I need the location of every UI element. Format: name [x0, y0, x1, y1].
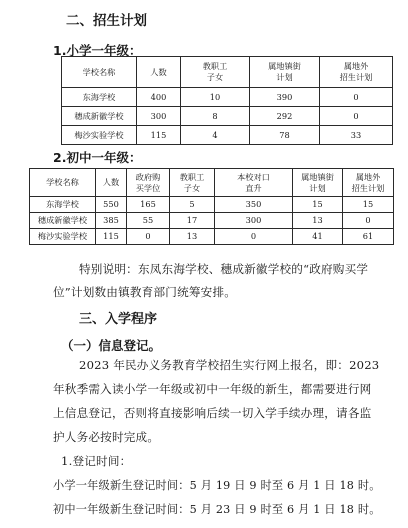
table-row [62, 88, 393, 107]
table-cell: 115 [137, 126, 181, 145]
middle-enrollment-table [29, 168, 394, 245]
table-cell: 0 [343, 213, 394, 229]
table-cell: 78 [250, 126, 320, 145]
table-cell: 61 [343, 229, 394, 245]
primary-grade-heading: 1.小学一年级： [53, 43, 142, 58]
table-header-cell: 人数 [137, 57, 181, 88]
table-header-cell: 属地镇街 计划 [250, 57, 320, 88]
table-header-cell: 本校对口 直升 [215, 169, 293, 197]
table-header-cell: 教职工 子女 [181, 57, 250, 88]
table-cell: 350 [215, 197, 293, 213]
table-cell: 300 [215, 213, 293, 229]
table-cell: 385 [96, 213, 127, 229]
school-name-cell: 梅沙实验学校 [62, 126, 137, 145]
table-header-row [30, 169, 394, 197]
note-line-1: 特别说明：东凤东海学校、穗成新徽学校的“政府购买学 [79, 262, 369, 276]
table-cell: 390 [250, 88, 320, 107]
school-name-cell: 穗成新徽学校 [62, 107, 137, 126]
section-heading-admission-procedure: 三、入学程序 [79, 312, 158, 327]
table-row [62, 126, 393, 145]
school-name-cell: 东海学校 [30, 197, 96, 213]
table-header-cell: 学校名称 [62, 57, 137, 88]
para-line-3: 上信息登记，否则将直接影响后续一切入学手续办理，请各监 [53, 406, 372, 420]
table-cell: 550 [96, 197, 127, 213]
table-header-cell: 人数 [96, 169, 127, 197]
section-heading-enrollment-plan: 二、招生计划 [66, 13, 147, 29]
table-header-cell: 属地镇街 计划 [293, 169, 343, 197]
table-cell: 400 [137, 88, 181, 107]
table-cell: 0 [127, 229, 170, 245]
registration-time-heading: 1.登记时间： [61, 454, 132, 468]
para-line-2: 年秋季需入读小学一年级或初中一年级的新生，都需要进行网 [53, 382, 372, 396]
para-line-1: 2023 年民办义务教育学校招生实行网上报名，即：2023 [79, 358, 380, 372]
table-cell: 33 [320, 126, 393, 145]
table-cell: 115 [96, 229, 127, 245]
school-name-cell: 梅沙实验学校 [30, 229, 96, 245]
table-cell: 8 [181, 107, 250, 126]
table-cell: 10 [181, 88, 250, 107]
table-cell: 0 [320, 88, 393, 107]
table-cell: 292 [250, 107, 320, 126]
table-cell: 300 [137, 107, 181, 126]
para-line-4: 护人务必按时完成。 [53, 430, 160, 444]
table-cell: 15 [343, 197, 394, 213]
table-cell: 5 [170, 197, 215, 213]
table-cell: 17 [170, 213, 215, 229]
table-row [62, 107, 393, 126]
middle-grade-heading: 2.初中一年级： [53, 150, 142, 165]
middle-registration-time: 初中一年级新生登记时间：5 月 23 日 9 时至 6 月 1 日 18 时。 [53, 503, 381, 516]
subsection-heading-info-registration: （一）信息登记。 [61, 338, 162, 353]
table-header-cell: 教职工 子女 [170, 169, 215, 197]
table-header-cell: 政府购 买学位 [127, 169, 170, 197]
school-name-cell: 穗成新徽学校 [30, 213, 96, 229]
table-row [30, 213, 394, 229]
table-cell: 13 [170, 229, 215, 245]
primary-registration-time: 小学一年级新生登记时间：5 月 19 日 9 时至 6 月 1 日 18 时。 [53, 479, 381, 492]
table-cell: 55 [127, 213, 170, 229]
table-cell: 13 [293, 213, 343, 229]
school-name-cell: 东海学校 [62, 88, 137, 107]
note-line-2: 位”计划数由镇教育部门统筹安排。 [53, 285, 237, 299]
table-header-cell: 属地外 招生计划 [343, 169, 394, 197]
table-header-row [62, 57, 393, 88]
table-row [30, 197, 394, 213]
table-cell: 41 [293, 229, 343, 245]
table-header-cell: 属地外 招生计划 [320, 57, 393, 88]
table-header-cell: 学校名称 [30, 169, 96, 197]
table-cell: 15 [293, 197, 343, 213]
table-cell: 0 [320, 107, 393, 126]
table-cell: 165 [127, 197, 170, 213]
table-cell: 4 [181, 126, 250, 145]
table-cell: 0 [215, 229, 293, 245]
table-row [30, 229, 394, 245]
primary-enrollment-table [61, 56, 393, 145]
